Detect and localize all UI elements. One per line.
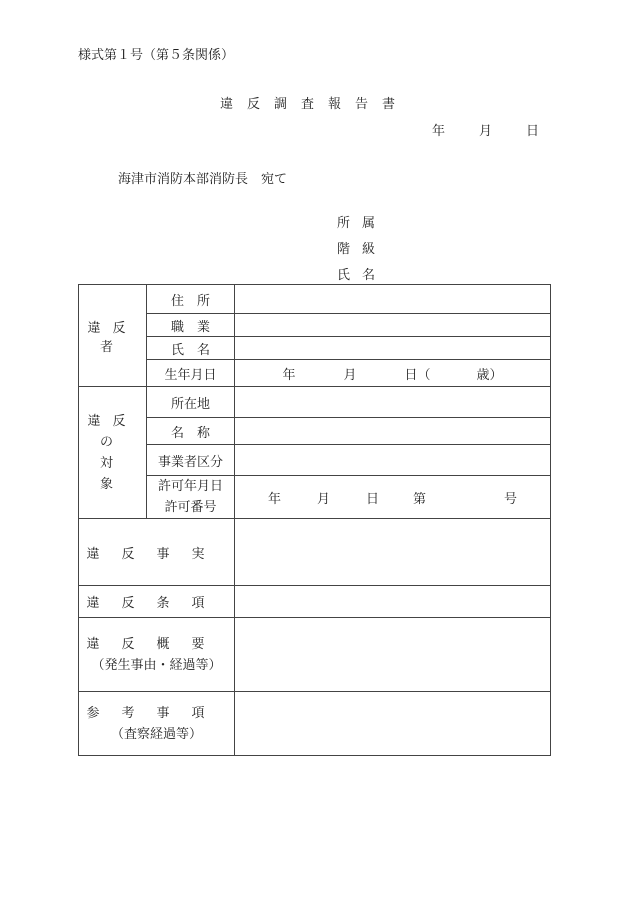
report-date	[432, 120, 539, 139]
birth-month: 月	[343, 367, 357, 383]
date-year: 年	[432, 124, 446, 139]
address-field[interactable]	[235, 285, 551, 314]
facts-field[interactable]	[235, 519, 551, 586]
name-field[interactable]	[235, 337, 551, 360]
occupation-label: 職 業	[147, 314, 235, 337]
birthdate-label: 生年月日	[147, 360, 235, 387]
business-class-field[interactable]	[235, 445, 551, 476]
article-label: 違反条項	[79, 586, 235, 618]
location-field[interactable]	[235, 387, 551, 418]
birth-age: 歳）	[476, 367, 503, 383]
affiliation-label: 所属	[337, 216, 388, 231]
addressee: 海津市消防本部消防長 宛て	[118, 172, 288, 187]
summary-field[interactable]	[235, 618, 551, 692]
date-day: 日	[526, 124, 540, 139]
document-title: 違反調査報告書	[220, 97, 410, 112]
article-field[interactable]	[235, 586, 551, 618]
reporter-name-label: 氏名	[337, 268, 388, 283]
date-month: 月	[479, 124, 493, 139]
form-number: 様式第１号（第５条関係）	[78, 48, 235, 63]
designation-label: 名 称	[147, 418, 235, 445]
violation-report-table	[78, 284, 551, 756]
birthdate-field[interactable]	[235, 360, 551, 387]
designation-field[interactable]	[235, 418, 551, 445]
reference-field[interactable]	[235, 692, 551, 756]
birth-year: 年	[282, 367, 296, 383]
occupation-field[interactable]	[235, 314, 551, 337]
target-label: 違反の 対 象	[79, 387, 147, 519]
birth-day: 日（	[404, 367, 431, 383]
name-label: 氏 名	[147, 337, 235, 360]
reference-label: 参考事項 （査察経過等）	[79, 692, 235, 756]
permit-field[interactable]: 年 月 日 第 号	[235, 476, 551, 519]
facts-label: 違反事実	[79, 519, 235, 586]
location-label: 所在地	[147, 387, 235, 418]
rank-label: 階級	[337, 242, 388, 257]
address-label: 住 所	[147, 285, 235, 314]
business-class-label: 事業者区分	[147, 445, 235, 476]
permit-label: 許可年月日 許可番号	[147, 476, 235, 519]
violator-label: 違反者	[79, 285, 147, 387]
summary-label: 違反概要 （発生事由・経過等）	[79, 618, 235, 692]
